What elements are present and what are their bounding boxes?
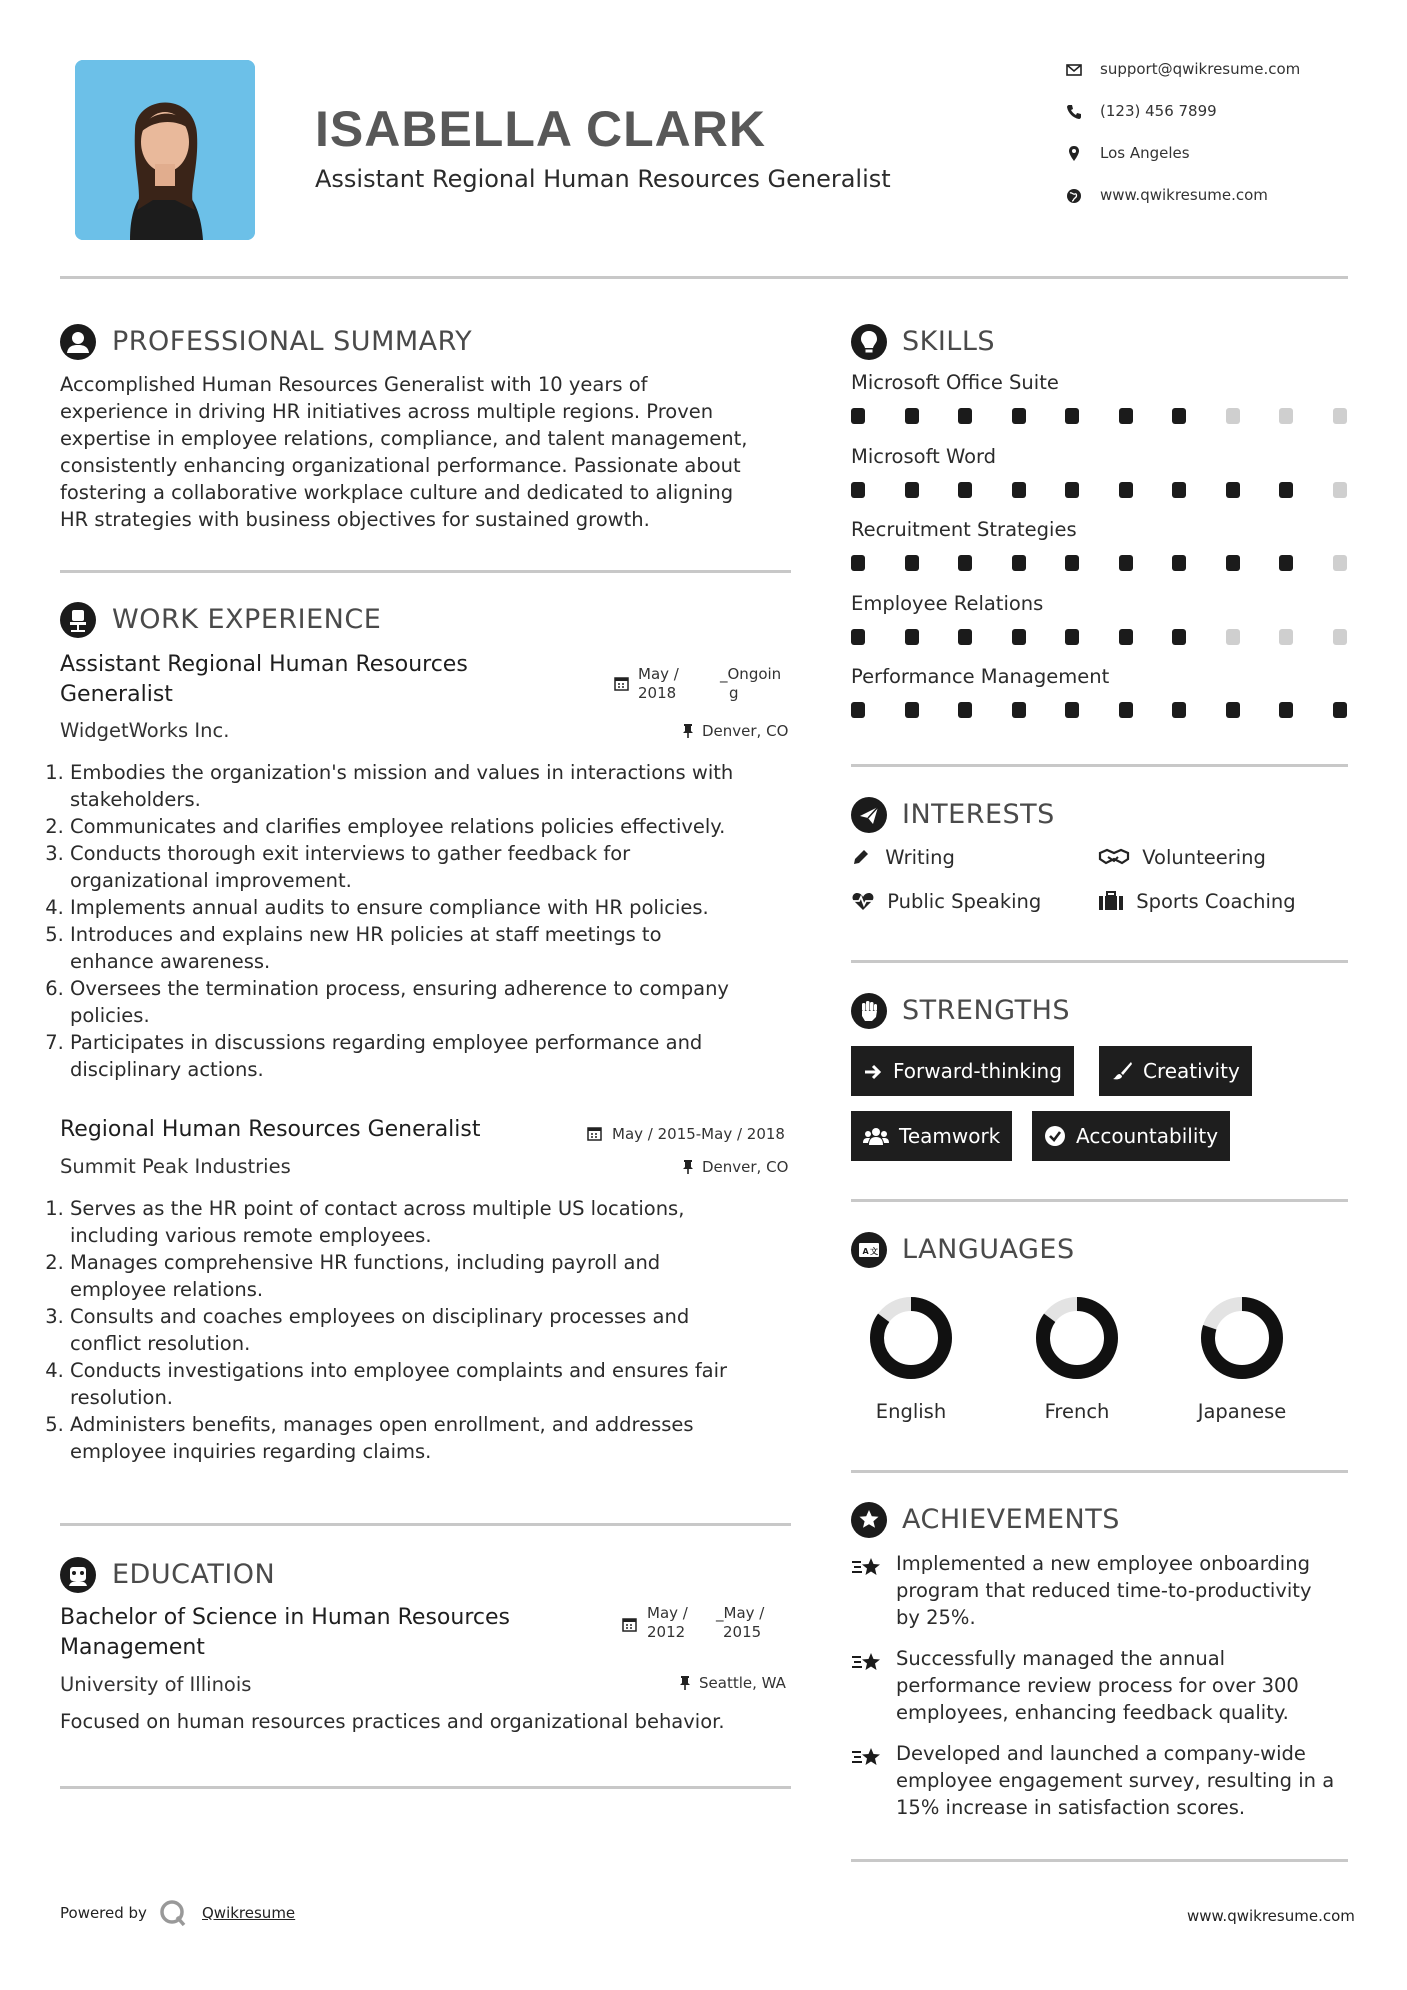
job-date: May / 2015-May / 2018 [612, 1125, 785, 1143]
skill-level-dot [1172, 629, 1186, 645]
skill-level-dot [851, 408, 865, 424]
list-item-line: 2. Communicates and clarifies employee relations policies effectively. [70, 815, 726, 838]
list-item-line: enhance awareness. [70, 950, 271, 973]
list-item [70, 840, 802, 894]
strength-label: Teamwork [899, 1124, 1001, 1148]
skill-level-dot [1012, 408, 1026, 424]
graduate-icon [60, 1557, 96, 1593]
office-chair-icon [60, 602, 96, 638]
skill-level-dot [851, 629, 865, 645]
pushpin-icon [678, 1675, 692, 1691]
interests-divider [851, 960, 1348, 963]
list-item-line: 5. Administers benefits, manages open enrollment, and addresses [70, 1413, 694, 1436]
strength-tag [851, 1111, 1012, 1161]
mail-icon [1065, 61, 1083, 79]
languages-heading: LANGUAGES [902, 1234, 1075, 1265]
skills-list [851, 371, 1351, 731]
contact-location-text: Los Angeles [1100, 144, 1190, 162]
skill-level-dot [1279, 629, 1293, 645]
strength-label: Forward-thinking [893, 1059, 1062, 1083]
language-icon [851, 1232, 887, 1268]
skill-level-dot [905, 408, 919, 424]
skill-level-dot [1119, 555, 1133, 571]
paper-plane-icon [851, 797, 887, 833]
svg-text:文: 文 [870, 1247, 878, 1256]
contact-email-text: support@qwikresume.com [1100, 60, 1301, 78]
brush-icon [1111, 1061, 1133, 1081]
list-item [70, 921, 802, 975]
strengths-divider [851, 1199, 1348, 1202]
qwikresume-link[interactable]: Qwikresume [202, 1904, 296, 1922]
job-date-start [638, 665, 679, 703]
skill-level-dot [1279, 702, 1293, 718]
education-description: Focused on human resources practices and organizational behavior. [60, 1710, 725, 1733]
skill-level-dot [1226, 482, 1240, 498]
interest-volunteering [1098, 846, 1266, 869]
education-date-end [716, 1604, 764, 1642]
list-item-line: 2. Manages comprehensive HR functions, including payroll and [70, 1251, 661, 1274]
check-circle-icon [1044, 1125, 1066, 1147]
achievement-line: performance review process for over 300 [896, 1674, 1299, 1697]
achievement-item [896, 1550, 1351, 1631]
date-text: 2015 [723, 1623, 762, 1641]
location-pin-icon [1065, 145, 1083, 163]
list-item [70, 1303, 802, 1357]
calendar-icon [614, 676, 629, 691]
achievement-line: 15% increase in satisfaction scores. [896, 1796, 1246, 1819]
header-divider [60, 276, 1348, 279]
contact-phone-text: (123) 456 7899 [1100, 102, 1217, 120]
summary-line: consistently enhancing organizational performance. Passionate about [60, 454, 741, 477]
summary-heading: PROFESSIONAL SUMMARY [112, 326, 473, 357]
skill-level-dot [1065, 408, 1079, 424]
skill-level-dot [905, 555, 919, 571]
calendar-icon [587, 1126, 602, 1141]
degree-line: Bachelor of Science in Human Resources [60, 1605, 510, 1630]
shooting-star-icon [851, 1745, 883, 1775]
degree-title [60, 1603, 600, 1663]
achievement-line: Successfully managed the annual [896, 1647, 1226, 1670]
skill-level-dot [958, 629, 972, 645]
summary-divider [60, 570, 791, 573]
job-title: Regional Human Resources Generalist [60, 1117, 481, 1142]
education-heading: EDUCATION [112, 1559, 276, 1590]
footer-url[interactable]: www.qwikresume.com [1187, 1907, 1355, 1925]
language-label: English [875, 1400, 947, 1423]
summary-text [60, 371, 800, 533]
company-name: WidgetWorks Inc. [60, 719, 230, 742]
skill-level-dot [958, 408, 972, 424]
summary-line: expertise in employee relations, compliance, and talent management, [60, 427, 748, 450]
degree-line: Management [60, 1635, 205, 1660]
list-item-line: resolution. [70, 1386, 174, 1409]
job-duties-list [52, 759, 802, 1083]
handshake-icon [1098, 847, 1130, 867]
date-text: _May / [716, 1604, 765, 1622]
skill-level-dot [1226, 408, 1240, 424]
achievements-divider [851, 1859, 1348, 1862]
skill-name: Performance Management [851, 665, 1110, 688]
summary-line: fostering a collaborative workplace culture and dedicated to aligning [60, 481, 734, 504]
skill-level-dot [1279, 555, 1293, 571]
strength-tag [1099, 1046, 1252, 1096]
achievement-line: Developed and launched a company-wide [896, 1742, 1306, 1765]
shooting-star-icon [851, 1555, 883, 1585]
list-item [70, 1249, 802, 1303]
skill-level-dot [958, 702, 972, 718]
languages-divider [851, 1470, 1348, 1473]
list-item [70, 975, 802, 1029]
company-name: Summit Peak Industries [60, 1155, 291, 1178]
achievement-line: employee engagement survey, resulting in a [896, 1769, 1335, 1792]
skill-level-dot [1119, 482, 1133, 498]
contact-website-text: www.qwikresume.com [1100, 186, 1268, 204]
skill-level-dot [958, 555, 972, 571]
school-name: University of Illinois [60, 1673, 252, 1696]
skill-level-dot [905, 702, 919, 718]
job-title-line: Assistant Regional Human Resources [60, 652, 468, 677]
skill-level-dot [851, 482, 865, 498]
list-item-line: 6. Oversees the termination process, ensuring adherence to company [70, 977, 729, 1000]
skill-level-dot [1226, 702, 1240, 718]
skill-level-dot [1226, 629, 1240, 645]
list-item-line: 4. Implements annual audits to ensure compliance with HR policies. [70, 896, 709, 919]
profile-photo [75, 60, 255, 240]
achievement-line: employees, enhancing feedback quality. [896, 1701, 1289, 1724]
skill-level-dot [1065, 482, 1079, 498]
skill-level-dot [1065, 702, 1079, 718]
skills-heading: SKILLS [902, 326, 996, 357]
interest-label: Writing [885, 846, 955, 869]
date-text: g [729, 684, 739, 702]
list-item [70, 1195, 802, 1249]
achievements-heading: ACHIEVEMENTS [902, 1504, 1120, 1535]
date-text: May / [647, 1604, 688, 1622]
education-divider [60, 1786, 791, 1789]
list-item-line: 3. Consults and coaches employees on disciplinary processes and [70, 1305, 690, 1328]
candidate-title: Assistant Regional Human Resources Generalist [315, 165, 891, 193]
education-date-start [647, 1604, 688, 1642]
list-item [70, 813, 802, 840]
skill-name: Microsoft Word [851, 444, 997, 468]
globe-icon [1065, 187, 1083, 205]
achievement-line: program that reduced time-to-productivity [896, 1579, 1312, 1602]
job-duties-list [52, 1195, 802, 1465]
pushpin-icon [681, 1159, 695, 1175]
interest-sports-coaching [1098, 890, 1296, 913]
lightbulb-icon [851, 324, 887, 360]
summary-line: HR strategies with business objectives for sustained growth. [60, 508, 650, 531]
list-item [70, 1029, 802, 1083]
skill-level-dot [1012, 629, 1026, 645]
skill-level-dot [1119, 629, 1133, 645]
date-text: _Ongoin [720, 665, 782, 683]
list-item-line: 4. Conducts investigations into employee complaints and ensures fair [70, 1359, 728, 1382]
skill-level-dot [905, 482, 919, 498]
achievement-line: Implemented a new employee onboarding [896, 1552, 1310, 1575]
skill-level-dot [851, 555, 865, 571]
summary-line: experience in driving HR initiatives across multiple regions. Proven [60, 400, 714, 423]
interest-writing [851, 846, 955, 869]
list-item-line: disciplinary actions. [70, 1058, 264, 1081]
job-date-end [720, 665, 781, 703]
list-item [70, 1357, 802, 1411]
fist-icon [851, 993, 887, 1029]
skill-level-dot [1172, 555, 1186, 571]
interest-label: Public Speaking [887, 890, 1042, 913]
strength-label: Accountability [1076, 1124, 1219, 1148]
powered-by-text: Powered by [60, 1904, 147, 1922]
skill-level-dot [1172, 482, 1186, 498]
list-item-line: conflict resolution. [70, 1332, 251, 1355]
skill-level-dot [1333, 629, 1347, 645]
job-location: Denver, CO [702, 722, 789, 740]
list-item-line: policies. [70, 1004, 150, 1027]
skill-level-dot [958, 482, 972, 498]
skill-level-dot [1333, 482, 1347, 498]
candidate-name: ISABELLA CLARK [315, 101, 767, 157]
strength-tag [851, 1046, 1074, 1096]
users-icon [863, 1126, 889, 1146]
achievement-line: by 25%. [896, 1606, 976, 1629]
list-item [70, 1411, 802, 1465]
skill-level-dot [1012, 702, 1026, 718]
list-item-line: organizational improvement. [70, 869, 352, 892]
job-location: Denver, CO [702, 1158, 789, 1176]
skill-level-dot [1065, 555, 1079, 571]
skills-divider [851, 764, 1348, 767]
shooting-star-icon [851, 1650, 883, 1680]
list-item-line: 5. Introduces and explains new HR policies at staff meetings to [70, 923, 662, 946]
list-item-line: 1. Serves as the HR point of contact across multiple US locations, [70, 1197, 685, 1220]
phone-icon [1065, 103, 1083, 121]
strength-tag [1032, 1111, 1230, 1161]
calendar-icon [622, 1617, 637, 1632]
skill-level-dot [1333, 408, 1347, 424]
achievement-item [896, 1740, 1351, 1821]
list-item-line: employee inquiries regarding claims. [70, 1440, 432, 1463]
experience-heading: WORK EXPERIENCE [112, 604, 382, 635]
svg-text:A: A [862, 1247, 869, 1256]
interest-public-speaking [851, 890, 1041, 913]
skill-level-dot [1172, 702, 1186, 718]
briefcase-icon [1098, 891, 1124, 911]
skill-level-dot [1172, 408, 1186, 424]
language-label: Japanese [1197, 1400, 1287, 1423]
list-item-line: 7. Participates in discussions regarding employee performance and [70, 1031, 703, 1054]
arrow-right-icon [863, 1063, 883, 1081]
skill-level-dot [1226, 555, 1240, 571]
pencil-icon [851, 847, 871, 867]
skill-level-dot [1279, 408, 1293, 424]
list-item [70, 759, 802, 813]
language-label: French [1044, 1400, 1110, 1423]
job-title-line: Generalist [60, 682, 173, 707]
skill-level-dot [1333, 702, 1347, 718]
heartbeat-icon [851, 891, 875, 911]
skill-name: Microsoft Office Suite [851, 371, 1059, 394]
summary-line: Accomplished Human Resources Generalist with 10 years of [60, 373, 648, 396]
strengths-heading: STRENGTHS [902, 995, 1071, 1026]
star-badge-icon [851, 1502, 887, 1538]
achievement-item [896, 1645, 1351, 1726]
list-item-line: 3. Conducts thorough exit interviews to gather feedback for [70, 842, 631, 865]
skill-level-dot [1333, 555, 1347, 571]
skill-level-dot [905, 629, 919, 645]
list-item-line: stakeholders. [70, 788, 201, 811]
interests-heading: INTERESTS [902, 799, 1055, 830]
date-text: 2012 [647, 1623, 686, 1641]
skill-name: Recruitment Strategies [851, 518, 1077, 541]
skill-level-dot [1119, 408, 1133, 424]
date-text: May / [638, 665, 679, 683]
skill-level-dot [1012, 555, 1026, 571]
skill-name: Employee Relations [851, 591, 1044, 615]
list-item-line: 1. Embodies the organization's mission and values in interactions with [70, 761, 734, 784]
education-location: Seattle, WA [699, 1674, 786, 1692]
skill-level-dot [1065, 629, 1079, 645]
qwikresume-logo-icon [158, 1898, 188, 1928]
job-title [60, 650, 580, 710]
interest-label: Sports Coaching [1136, 890, 1296, 913]
user-icon [60, 324, 96, 360]
experience-divider [60, 1523, 791, 1526]
list-item-line: employee relations. [70, 1278, 264, 1301]
languages-donuts [851, 1285, 1351, 1385]
skill-level-dot [851, 702, 865, 718]
list-item-line: including various remote employees. [70, 1224, 432, 1247]
skill-level-dot [1279, 482, 1293, 498]
skill-level-dot [1012, 482, 1026, 498]
list-item [70, 894, 802, 921]
pushpin-icon [681, 723, 695, 739]
interest-label: Volunteering [1142, 846, 1266, 869]
strength-label: Creativity [1143, 1059, 1240, 1083]
skill-level-dot [1119, 702, 1133, 718]
date-text: 2018 [638, 684, 677, 702]
